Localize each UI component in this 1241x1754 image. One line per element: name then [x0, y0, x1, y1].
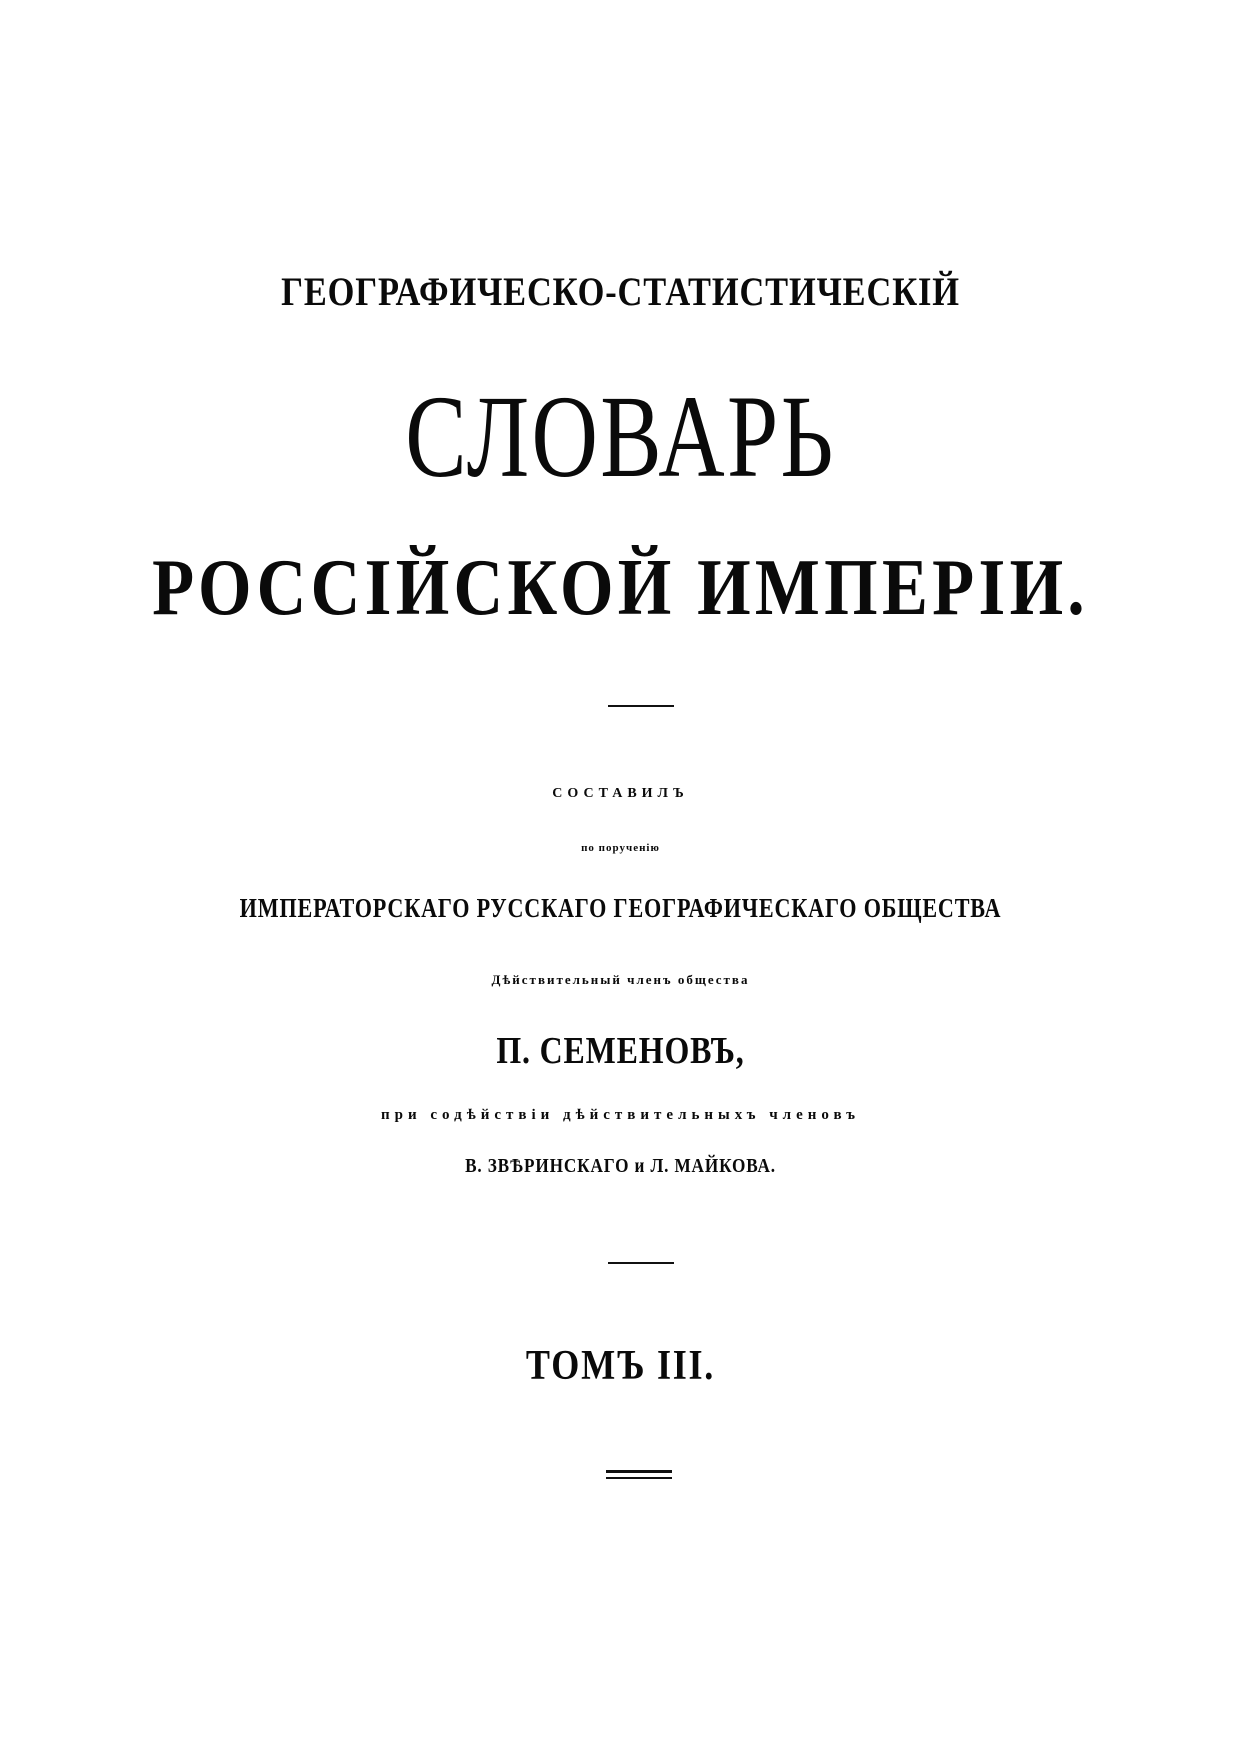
compiled-by-line: СОСТАВИЛЪ [552, 786, 689, 801]
assistance-line: при содѣйствіи дѣйствительныхъ членовъ [381, 1107, 860, 1123]
header-line: ГЕОГРАФИЧЕСКО-СТАТИСТИЧЕСКІЙ [281, 269, 960, 314]
divider-rule [608, 705, 674, 707]
divider-rule [608, 1262, 674, 1264]
society-name: ИМПЕРАТОРСКАГО РУССКАГО ГЕОГРАФИЧЕСКАГО ОБЩЕСТВА [239, 893, 1002, 923]
author-name: П. СЕМЕНОВЪ, [496, 1030, 745, 1072]
coauthors-line: В. ЗВѢРИНСКАГО и Л. МАЙКОВА. [465, 1155, 776, 1177]
double-rule-top [606, 1470, 672, 1473]
member-line: Дѣйствительный членъ общества [491, 972, 750, 987]
double-rule-bottom [606, 1477, 672, 1479]
subtitle: РОССІЙСКОЙ ИМПЕРІИ. [152, 544, 1089, 632]
main-title: СЛОВАРЬ [405, 371, 836, 502]
volume-label: ТОМЪ III. [525, 1343, 716, 1389]
commission-line: по порученію [581, 842, 660, 854]
